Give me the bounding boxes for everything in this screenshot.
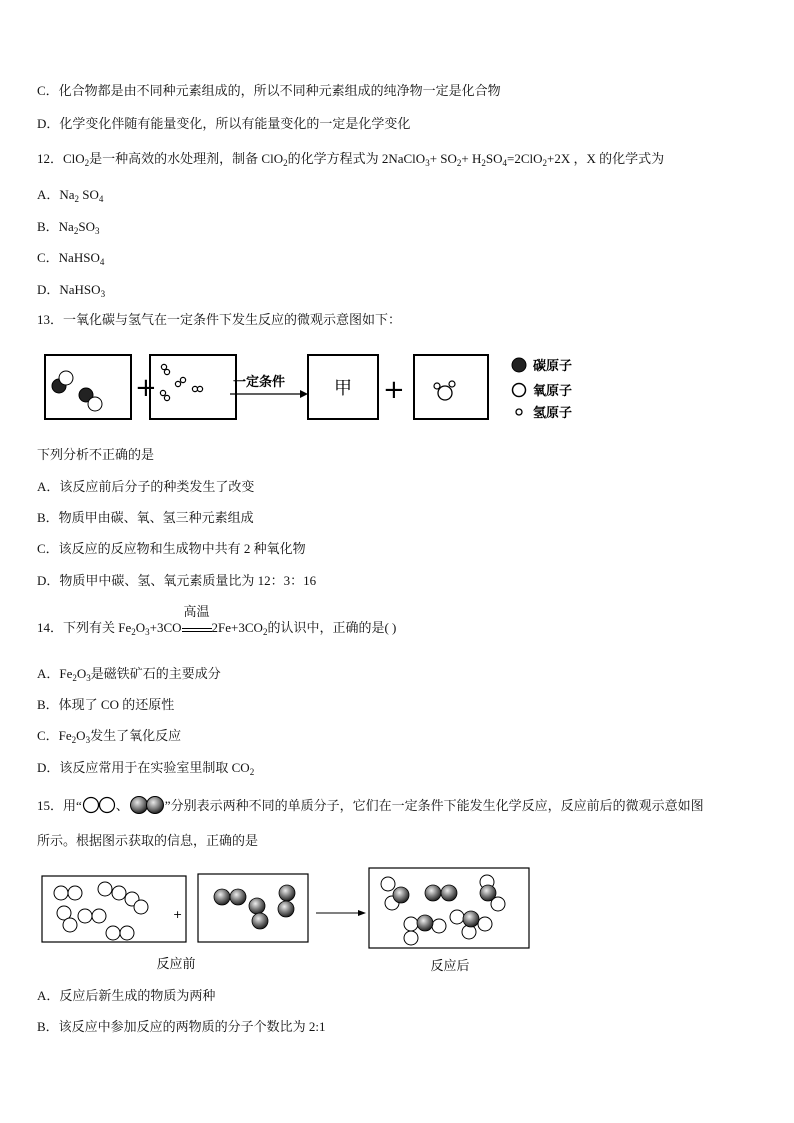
white-atom (404, 931, 418, 945)
sub: 2 (73, 226, 79, 236)
after-label: 反应后 (430, 959, 470, 974)
white-atom (478, 917, 492, 931)
q12-text-c: 的化学方程式为 2NaClO (287, 151, 426, 166)
q14-d-text: D．该反应常用于在实验室里制取 CO (37, 760, 250, 775)
q14-c-text3: 发生了氧化反应 (90, 728, 182, 743)
sub: 4 (99, 257, 105, 267)
sub: 2 (283, 158, 288, 168)
q12-b-text2: SO (78, 219, 95, 234)
hydrogen-atom (160, 390, 165, 395)
q14-text-c: +3CO (149, 620, 182, 635)
dark-atom (252, 913, 268, 929)
equals-bar (182, 628, 212, 632)
condition-high-temp: 高温 (183, 605, 210, 620)
q12-c-text: C．NaHSO (37, 250, 100, 265)
q14-text-a: 14．下列有关 Fe (37, 620, 132, 635)
q12-text-g: =2ClO (507, 151, 543, 166)
q15-diagram (40, 866, 540, 981)
sub: 3 (145, 627, 150, 637)
white-atom (78, 909, 92, 923)
q11-option-c: C．化合物都是由不同种元素组成的，所以不同种元素组成的纯净物一定是化合物 (37, 83, 501, 98)
sub: 2 (131, 627, 136, 637)
white-atom (54, 886, 68, 900)
white-atom (68, 886, 82, 900)
hydrogen-atom (175, 381, 180, 386)
q14-c-text2: O (76, 728, 86, 743)
sub: 3 (86, 673, 91, 683)
sub: 2 (481, 158, 486, 168)
dark-atom (425, 885, 441, 901)
carbon-atom-legend-icon (512, 358, 526, 372)
white-atom (98, 882, 112, 896)
white-atom (381, 877, 395, 891)
reaction-condition: 一定条件 (233, 375, 286, 390)
q12-text-d: + SO (429, 151, 457, 166)
hydrogen-atom (164, 395, 169, 400)
sub: 2 (249, 767, 255, 777)
q14-option-a (37, 665, 221, 687)
sub: 3 (100, 289, 106, 299)
co-molecule (52, 371, 73, 393)
q15-stem (37, 795, 704, 815)
co-molecule (79, 388, 102, 411)
q12-option-d (37, 281, 105, 303)
q15-stem-line2: 所示。根据图示获取的信息，正确的是 (37, 833, 259, 848)
white-atom (106, 926, 120, 940)
white-atom (63, 918, 77, 932)
before-label: 反应前 (156, 957, 196, 972)
q13-diagram (40, 348, 600, 428)
sub: 3 (94, 226, 100, 236)
sub: 4 (98, 194, 104, 204)
sub: 2 (456, 158, 462, 168)
q14-a-text: A．Fe (37, 666, 73, 681)
q13-option-a: A．该反应前后分子的种类发生了改变 (37, 479, 255, 494)
q12-text-f: SO (485, 151, 503, 166)
q13-option-d: D．物质甲中碳、氢、氧元素质量比为 12：3：16 (37, 573, 317, 588)
q15-option-b: B．该反应中参加反应的两物质的分子个数比为 2:1 (37, 1019, 326, 1034)
q15-text-a: 15．用“ (37, 798, 82, 813)
legend-carbon: 碳原子 (533, 359, 573, 374)
q14-option-d (37, 759, 254, 781)
dark-atom (480, 885, 496, 901)
arrow-head-icon (358, 910, 366, 916)
water-molecule (434, 381, 455, 400)
hydrogen-atom (164, 369, 169, 374)
q14-a-text2: O (76, 666, 87, 681)
sub: 2 (72, 673, 77, 683)
q15-text-b: 、 (115, 798, 129, 813)
q11-option-d: D．化学变化伴随有能量变化，所以有能量变化的一定是化学变化 (37, 116, 411, 131)
q14-c-text: C．Fe (37, 728, 72, 743)
dark-atom (278, 901, 294, 917)
sub: 2 (84, 158, 90, 168)
q12-option-c (37, 249, 104, 271)
q14-text-d: 2Fe+3CO (211, 620, 263, 635)
q14-text-b: O (135, 620, 146, 635)
q15-option-a: A．反应后新生成的物质为两种 (37, 988, 216, 1003)
white-atom (92, 909, 106, 923)
dark-atom (249, 898, 265, 914)
q12-text-h: +2X ，X 的化学式为 (547, 151, 665, 166)
dark-atom (393, 887, 409, 903)
q12-a-text: A．Na (37, 187, 75, 202)
q13-option-c: C．该反应的反应物和生成物中共有 2 种氧化物 (37, 541, 306, 556)
sub: 3 (425, 158, 430, 168)
sub: 2 (74, 194, 80, 204)
q12-option-b (37, 218, 99, 240)
q15-text-c: ”分别表示两种不同的单质分子，它们在一定条件下能发生化学反应，反应前后的微观示意如图 (164, 798, 704, 813)
hydrogen-atom (161, 364, 166, 369)
hydrogen-atom (180, 377, 185, 382)
hydrogen-atom-legend-icon (516, 409, 522, 415)
q12-option-a (37, 186, 103, 208)
reaction-condition-equals (182, 605, 212, 632)
white-atom (450, 910, 464, 924)
q13-stem: 13．一氧化碳与氢气在一定条件下发生反应的微观示意图如下： (37, 312, 402, 327)
q14-stem (37, 605, 397, 641)
white-atom (112, 886, 126, 900)
sub: 2 (71, 735, 77, 745)
legend-hydrogen: 氢原子 (533, 406, 573, 421)
dark-atom (441, 885, 457, 901)
q14-text-e: 的认识中，正确的是( ) (267, 620, 397, 635)
white-molecule-icon (82, 796, 116, 814)
dark-atom (230, 889, 246, 905)
sub: 3 (85, 735, 91, 745)
plus-sign: + (135, 373, 157, 403)
q14-a-text3: 是磁铁矿石的主要成分 (90, 666, 221, 681)
sub: 4 (502, 158, 507, 168)
q12-stem (37, 150, 664, 172)
hydrogen-atom (197, 386, 202, 391)
q12-text-a: 12．ClO (37, 151, 85, 166)
sub: 2 (542, 158, 548, 168)
q14-option-b: B．体现了 CO 的还原性 (37, 697, 175, 712)
q12-b-text: B．Na (37, 219, 74, 234)
plus-sign: + (173, 908, 183, 921)
white-atom (120, 926, 134, 940)
q12-d-text: D．NaHSO (37, 282, 101, 297)
legend-oxygen: 氧原子 (533, 384, 573, 399)
q13-option-b: B．物质甲由碳、氧、氢三种元素组成 (37, 510, 254, 525)
q13-question: 下列分析不正确的是 (37, 447, 155, 462)
dark-atom (279, 885, 295, 901)
sub: 2 (262, 627, 268, 637)
q12-a-text2: SO (79, 187, 99, 202)
dark-molecule-icon (129, 795, 165, 815)
product-jia: 甲 (334, 378, 352, 399)
dark-atom (214, 889, 230, 905)
arrow-head-icon (300, 390, 308, 398)
oxygen-atom-legend-icon (513, 384, 526, 397)
white-atom (404, 917, 418, 931)
white-atom (134, 900, 148, 914)
white-atom (432, 919, 446, 933)
dark-atom (463, 911, 479, 927)
q14-option-c (37, 727, 181, 749)
plus-sign: + (383, 375, 405, 405)
q12-text-b: 是一种高效的水处理剂，制备 ClO (89, 151, 284, 166)
q12-text-e: + H (461, 151, 482, 166)
dark-atom (417, 915, 433, 931)
